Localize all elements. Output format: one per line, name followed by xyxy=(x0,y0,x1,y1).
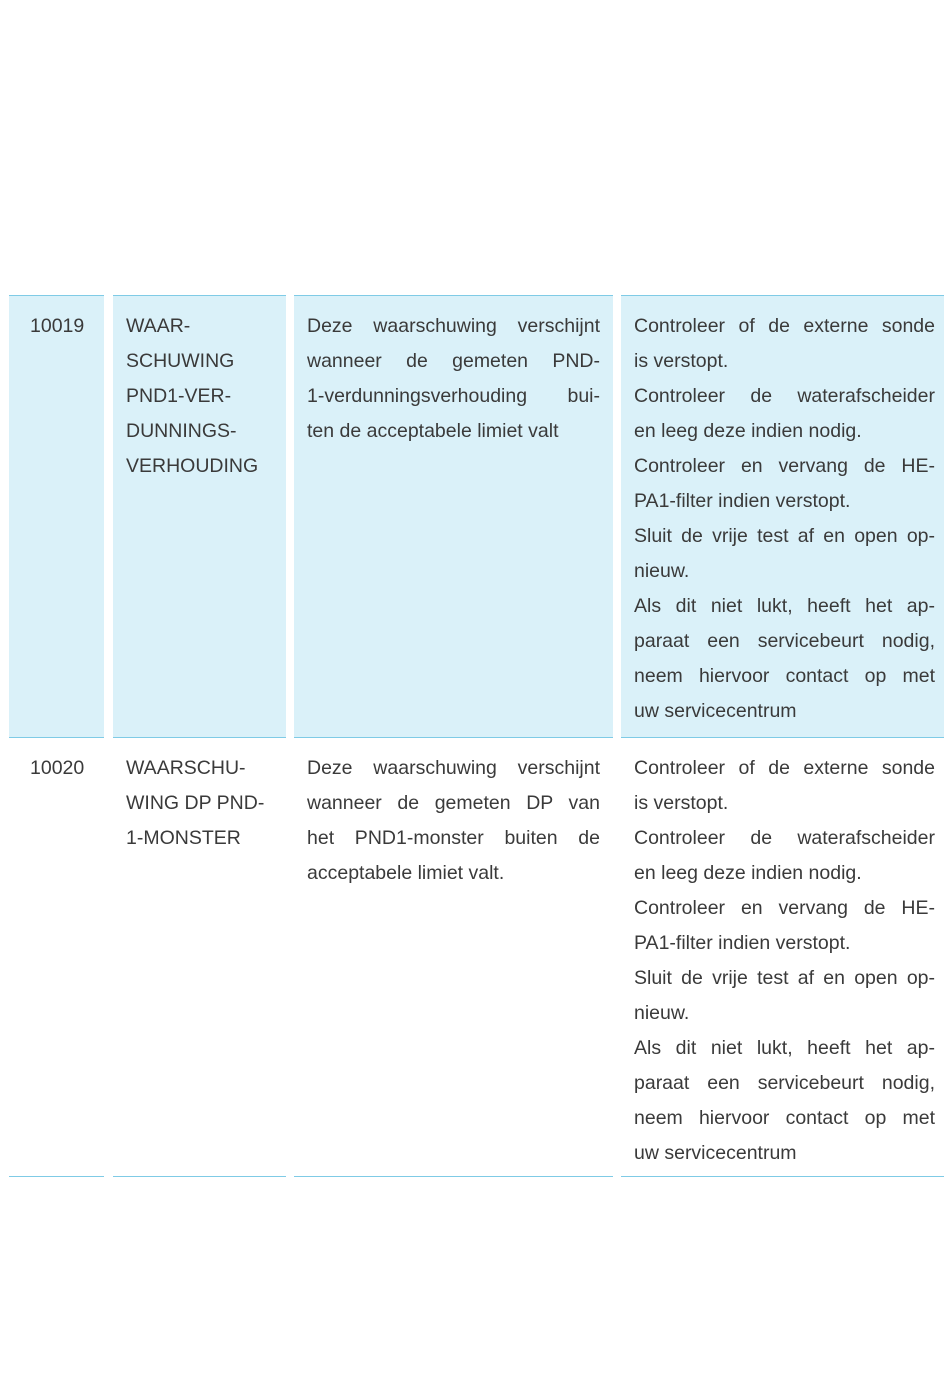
error-code: 10019 xyxy=(30,315,85,337)
action-line: Controleer en vervang de HE- xyxy=(634,897,935,919)
action-paragraph xyxy=(634,379,935,449)
action-line: Sluit de vrije test af en open op- xyxy=(634,967,935,989)
description-cell xyxy=(294,738,613,1177)
title-line: DUNNINGS- xyxy=(126,420,237,442)
action-line: nieuw. xyxy=(634,560,690,582)
table-row xyxy=(9,295,944,738)
title-line: WAARSCHU- xyxy=(126,757,246,779)
action-paragraph xyxy=(634,821,935,891)
title-line: 1-MONSTER xyxy=(126,827,241,849)
code-cell xyxy=(9,738,104,1177)
action-line: Controleer de waterafscheider xyxy=(634,827,935,849)
action-line: nieuw. xyxy=(634,1002,690,1024)
action-paragraph xyxy=(634,751,935,821)
title-line: SCHUWING xyxy=(126,350,235,372)
action-line: PA1-filter indien verstopt. xyxy=(634,490,851,512)
description-cell xyxy=(294,295,613,738)
action-paragraph xyxy=(634,961,935,1031)
action-line: PA1-filter indien verstopt. xyxy=(634,932,851,954)
action-line: Controleer of de externe sonde xyxy=(634,315,935,337)
title-line: WING DP PND- xyxy=(126,792,265,814)
error-code: 10020 xyxy=(30,757,85,779)
action-line: neem hiervoor contact op met xyxy=(634,1107,935,1129)
action-paragraph xyxy=(634,519,935,589)
action-line: Controleer of de externe sonde xyxy=(634,757,935,779)
action-line: is verstopt. xyxy=(634,792,729,814)
code-cell xyxy=(9,295,104,738)
action-line: uw servicecentrum xyxy=(634,1142,797,1164)
action-cell xyxy=(621,738,944,1177)
warning-description xyxy=(307,751,600,891)
action-cell xyxy=(621,295,944,738)
warning-description xyxy=(307,309,600,449)
action-line: Als dit niet lukt, heeft het ap- xyxy=(634,595,935,617)
action-paragraph xyxy=(634,891,935,961)
action-paragraph xyxy=(634,449,935,519)
action-line: Controleer de waterafscheider xyxy=(634,385,935,407)
action-line: paraat een servicebeurt nodig, xyxy=(634,1072,935,1094)
description-line: ten de acceptabele limiet valt xyxy=(307,420,559,442)
action-line: en leeg deze indien nodig. xyxy=(634,420,862,442)
title-cell xyxy=(113,738,286,1177)
description-line: wanneer de gemeten PND- xyxy=(307,350,600,372)
warning-title xyxy=(126,309,280,484)
action-line: Als dit niet lukt, heeft het ap- xyxy=(634,1037,935,1059)
description-line: Deze waarschuwing verschijnt xyxy=(307,315,600,337)
action-paragraph xyxy=(634,309,935,379)
title-line: PND1-VER- xyxy=(126,385,232,407)
action-line: is verstopt. xyxy=(634,350,729,372)
action-paragraph xyxy=(634,1031,935,1171)
action-line: Sluit de vrije test af en open op- xyxy=(634,525,935,547)
error-code-table xyxy=(9,295,944,1177)
action-line: neem hiervoor contact op met xyxy=(634,665,935,687)
action-line: Controleer en vervang de HE- xyxy=(634,455,935,477)
action-list xyxy=(634,309,935,729)
action-list xyxy=(634,751,935,1171)
title-line: WAAR- xyxy=(126,315,191,337)
description-line: 1-verdunningsverhouding bui- xyxy=(307,385,600,407)
table-row xyxy=(9,738,944,1177)
description-line: acceptabele limiet valt. xyxy=(307,862,505,884)
action-line: en leeg deze indien nodig. xyxy=(634,862,862,884)
warning-title xyxy=(126,751,280,856)
action-paragraph xyxy=(634,589,935,729)
title-cell xyxy=(113,295,286,738)
action-line: uw servicecentrum xyxy=(634,700,797,722)
description-line: het PND1-monster buiten de xyxy=(307,827,600,849)
description-line: Deze waarschuwing verschijnt xyxy=(307,757,600,779)
action-line: paraat een servicebeurt nodig, xyxy=(634,630,935,652)
title-line: VERHOUDING xyxy=(126,455,259,477)
description-line: wanneer de gemeten DP van xyxy=(307,792,600,814)
